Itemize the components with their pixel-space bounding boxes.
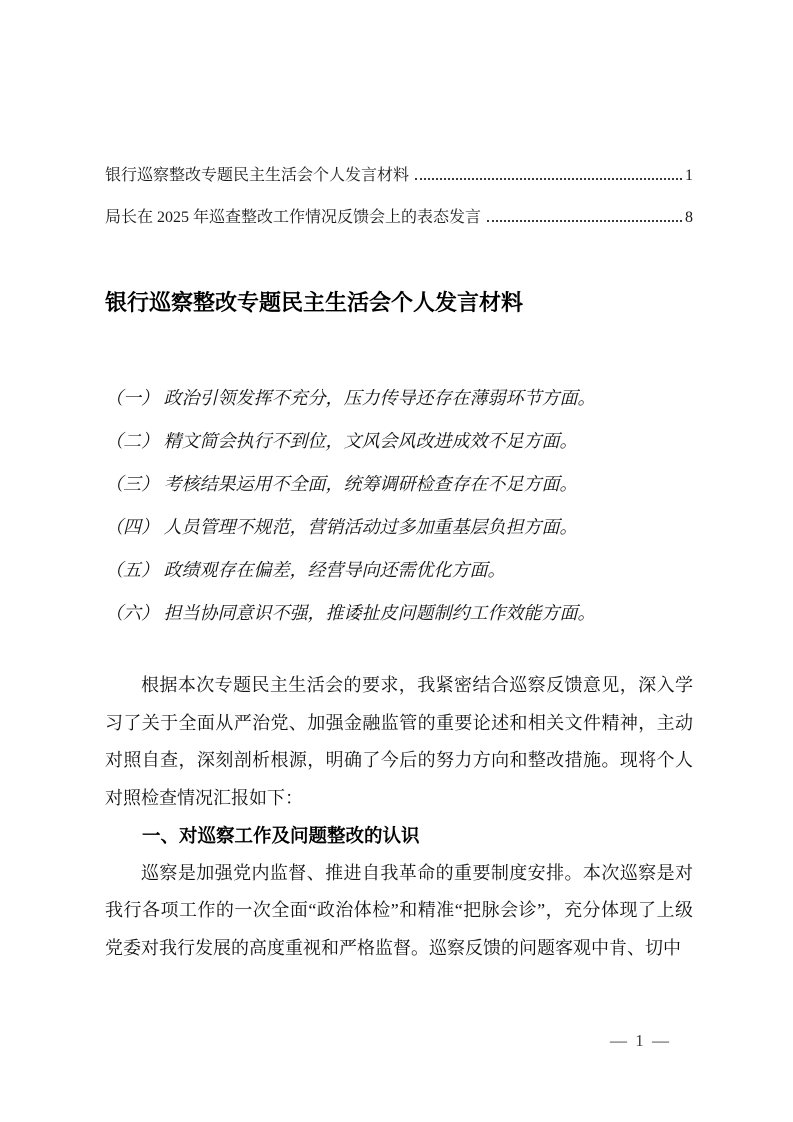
toc-dot-leader [487,220,682,222]
outline-list [105,386,693,625]
toc-entry-page-number[interactable]: 1 [685,167,693,184]
table-of-contents [105,166,693,228]
outline-item-5: （五） 政绩观存在偏差，经营导向还需优化方面。 [105,560,506,580]
page-number: — 1 — [610,1031,671,1050]
page-footer [610,1030,671,1052]
outline-item-2: （二） 精文简会执行不到位，文风会风改进成效不足方面。 [105,431,578,451]
outline-item-3: （三） 考核结果运用不全面，统筹调研检查存在不足方面。 [105,474,578,494]
outline-item-1: （一） 政治引领发挥不充分，压力传导还存在薄弱环节方面。 [105,388,596,408]
toc-entry-title[interactable]: 银行巡察整改专题民主生活会个人发言材料 [105,167,410,184]
intro-paragraph: 根据本次专题民主生活会的要求，我紧密结合巡察反馈意见，深入学习了关于全面从严治党、加强金融监管的重要论述和相关文件精神，主动对照自查，深刻剖析根源，明确了今后的努力方向和整改措施。现将个人对照检查情况汇报如下： [105,675,693,808]
section-paragraph: 巡察是加强党内监督、推进自我革命的重要制度安排。本次巡察是对我行各项工作的一次全面“政治体检”和精准“把脉会诊”，充分体现了上级党委对我行发展的高度重视和严格监督。巡察反馈的问题客观中肯、切中 [105,862,693,958]
outline-item-4: （四） 人员管理不规范，营销活动过多加重基层负担方面。 [105,517,578,537]
article-title: 银行巡察整改专题民主生活会个人发言材料 [105,290,524,315]
toc-entry-title[interactable]: 局长在 2025 年巡查整改工作情况反馈会上的表态发言 [105,209,482,226]
toc-dot-leader [415,178,682,180]
toc-entry-page-number[interactable]: 8 [685,209,693,226]
toc-entry[interactable] [105,208,693,228]
section-heading: 一、对巡察工作及问题整改的认识 [142,825,420,846]
outline-item-6: （六） 担当协同意识不强，推诿扯皮问题制约工作效能方面。 [105,603,596,623]
toc-entry[interactable] [105,166,693,186]
